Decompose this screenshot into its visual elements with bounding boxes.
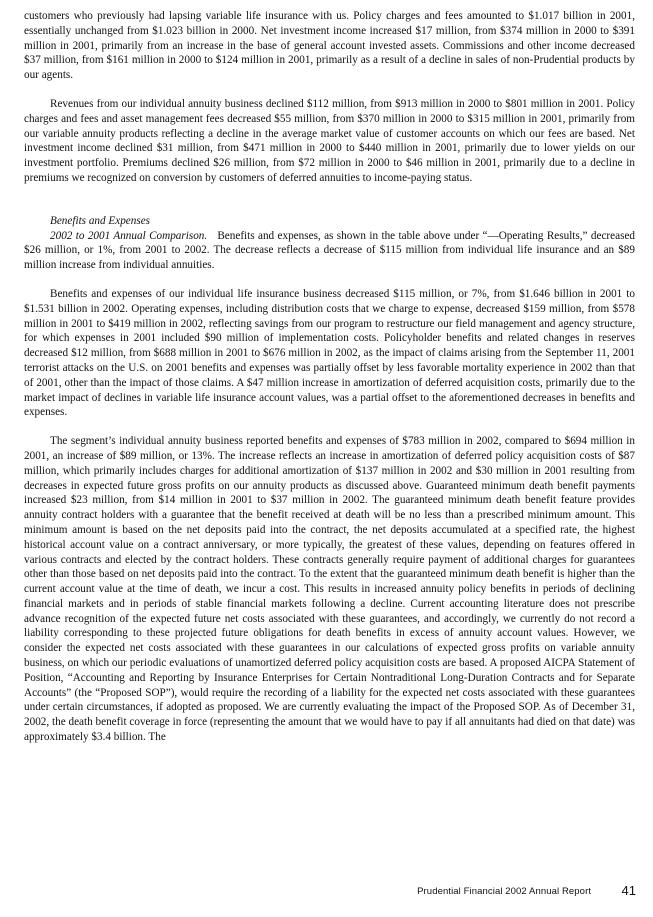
paragraph-annuity-revenues: Revenues from our individual annuity business declined $112 million, from $913 million in 2000 to $801 million in 2001. Policy charges and fees and asset management fees decreased $55 million, from $370 million in 2000 to $315 million in 2001, primarily from our variable annuity products reflecting a decline in the average market value of customer accounts on which our fees are based. Net investment income declined $31 million, from $471 million in 2000 to $440 million in 2001, primarily due to lower yields on our investment portfolio. Premiums declined $26 million, from $72 million in 2000 to $46 million in 2001, primarily due to a decline in premiums we recognized on conversion by customers of deferred annuities to income-paying status. xyxy=(24,97,635,184)
paragraph-life-insurance-revenues: customers who previously had lapsing variable life insurance with us. Policy charges and fees amounted to $1.017 billion in 2001, essentially unchanged from $1.023 billion in 2000. Net investment income increased $17 million, from $374 million in 2000 to $391 million in 2001, primarily from an increase in the base of general account invested assets. Commissions and other income decreased $37 million, from $161 million in 2000 to $124 million in 2001, primarily as a result of a decline in sales of non-Prudential products by our agents. xyxy=(24,10,635,82)
paragraph-annual-comparison xyxy=(24,229,635,273)
section-heading-benefits-expenses: Benefits and Expenses xyxy=(50,214,151,227)
page-footer xyxy=(417,881,636,899)
report-page-body xyxy=(24,9,635,745)
paragraph-life-benefits-expenses: Benefits and expenses of our individual life insurance business decreased $115 million, or 7%, from $1.646 billion in 2001 to $1.531 billion in 2002. Operating expenses, including distribution costs that we charge to expense, decreased $159 million, from $578 million in 2001 to $419 million in 2002, reflecting savings from our program to restructure our field management and agency structure, for which expenses in 2001 included $90 million of implementation costs. Policyholder benefits and related changes in reserves decreased $12 million, from $688 million in 2001 to $676 million in 2002, as the impact of claims arising from the September 11, 2001 terrorist attacks on the U.S. on 2001 benefits and expenses was partially offset by less favorable mortality experience in 2002 than that of 2001, other than the impact of those claims. A $47 million increase in amortization of deferred acquisition costs, primarily due to the market impact of declines in variable life insurance account values, was a partial offset to the aforementioned decreases in benefits and expenses. xyxy=(24,287,635,419)
page-number: 41 xyxy=(621,883,636,898)
paragraph-annuity-benefits-expenses: The segment’s individual annuity business reported benefits and expenses of $783 million in 2002, compared to $694 million in 2001, an increase of $89 million, or 13%. The increase reflects an increase in amortization of deferred policy acquisition costs of $87 million, which primarily includes charges for additional amortization of $137 million in 2002 and $30 million in 2001 resulting from decreases in expected future gross profits on our annuity products as discussed above. Guaranteed minimum death benefit payments increased $23 million, from $14 million in 2001 to $37 million in 2002. The guaranteed minimum death benefit feature provides annuity contract holders with a guarantee that the benefit received at death will be no less than a prescribed minimum amount. This minimum amount is based on the net deposits paid into the contract, the net deposits accumulated at a specified rate, the highest historical account value on a contract anniversary, or more typically, the greatest of these values, depending on features offered in various contracts and elected by the contract holders. These contracts generally require payment of additional charges for guarantees other than those based on net deposits paid into the contract. To the extent that the guaranteed minimum death benefit is higher than the current account value at the time of death, we incur a cost. This results in increased annuity policy benefits in periods of declining financial markets and in periods of stable financial markets following a decline. Current accounting literature does not prescribe advance recognition of the expected future net costs associated with these guarantees, and accordingly, we currently do not record a liability corresponding to these projected future obligations for death benefits in excess of annuity account values. However, we consider the expected net costs associated with these guarantees in our calculations of expected gross profits on variable annuity business, on which our periodic evaluations of unamortized deferred policy acquisition costs are based. A proposed AICPA Statement of Position, “Accounting and Reporting by Insurance Enterprises for Certain Nontraditional Long-Duration Contracts and for Separate Accounts” (the “Proposed SOP”), would require the recording of a liability for the expected net costs associated with these guarantees under certain circumstances, if adopted as proposed. We are currently evaluating the impact of the Proposed SOP. As of December 31, 2002, the death benefit coverage in force (representing the amount that we would have to pay if all annuitants had died on that date) was approximately $3.4 billion. The xyxy=(24,435,635,744)
footer-report-title: Prudential Financial 2002 Annual Report xyxy=(417,886,592,897)
paragraph-annual-comparison-text: Benefits and expenses, as shown in the table above under “—Operating Results,” decreased $26 million, or 1%, from 2001 to 2002. The decrease reflects a decrease of $115 million from individual life insurance and an $89 million increase from individual annuities. xyxy=(24,229,635,272)
run-in-heading: 2002 to 2001 Annual Comparison. xyxy=(50,229,208,242)
